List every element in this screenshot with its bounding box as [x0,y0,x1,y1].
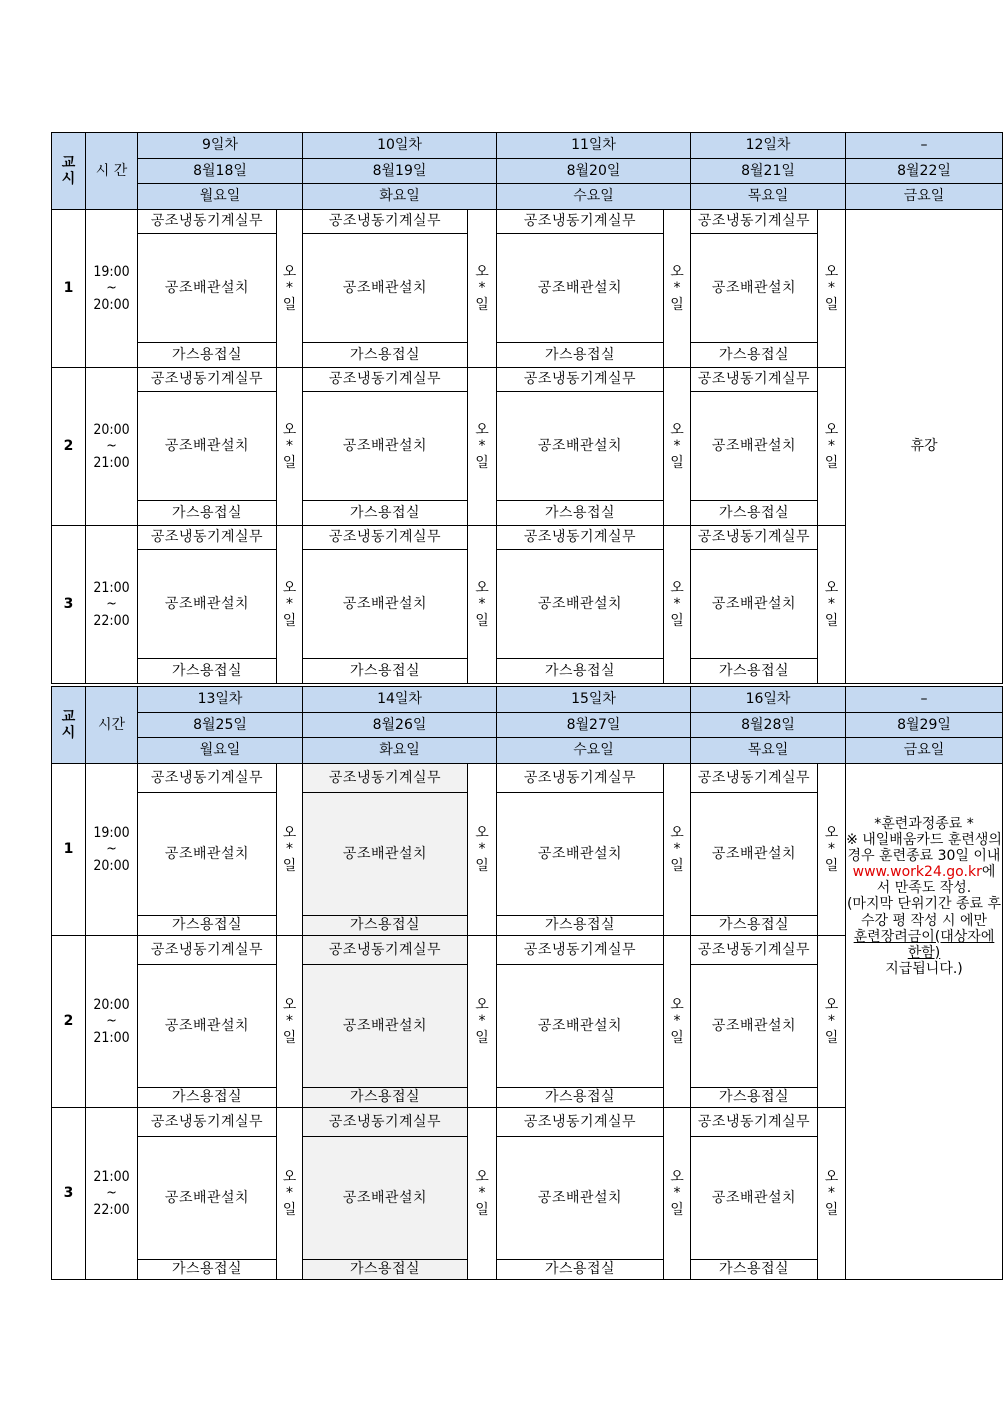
subject-main: 공조배관설치 [303,392,468,501]
survey-link[interactable]: www.work24.go.kr [852,864,982,881]
subject-main: 공조배관설치 [303,965,468,1088]
weekday-3: 수요일 [497,184,691,210]
subject-main: 공조배관설치 [303,234,468,343]
oil-marker: 오 * 일 [277,526,303,684]
date-2: 8월19일 [303,159,497,184]
training-day-4: 16일차 [691,687,846,713]
subject-main: 공조배관설치 [138,234,277,343]
subject-top: 공조냉동기계실무 [138,1108,277,1137]
subject-top: 공조냉동기계실무 [691,936,818,965]
subject-bottom: 가스용접실 [138,343,277,368]
training-day-1: 13일차 [138,687,303,713]
subject-top: 공조냉동기계실무 [303,764,468,793]
weekday-5: 금요일 [846,184,1003,210]
subject-top: 공조냉동기계실무 [303,526,468,550]
subject-bottom: 가스용접실 [138,916,277,936]
oil-marker: 오 * 일 [664,764,691,936]
oil-marker: 오 * 일 [468,1108,497,1280]
subject-bottom: 가스용접실 [691,916,818,936]
oil-marker: 오 * 일 [277,1108,303,1280]
training-day-4: 12일차 [691,133,846,159]
subject-main: 공조배관설치 [691,965,818,1088]
period-number: 1 [52,210,86,368]
subject-bottom: 가스용접실 [497,343,664,368]
subject-main: 공조배관설치 [138,550,277,659]
subject-main: 공조배관설치 [138,1137,277,1260]
subject-main: 공조배관설치 [497,793,664,916]
subject-main: 공조배관설치 [497,965,664,1088]
subject-main: 공조배관설치 [138,793,277,916]
subject-main: 공조배관설치 [303,1137,468,1260]
subject-bottom: 가스용접실 [691,659,818,684]
period-number: 3 [52,1108,86,1280]
oil-marker: 오 * 일 [277,210,303,368]
period-header: 교 시 [52,133,86,210]
subject-bottom: 가스용접실 [138,659,277,684]
subject-bottom: 가스용접실 [303,1088,468,1108]
subject-top: 공조냉동기계실무 [303,368,468,392]
training-day-2: 10일차 [303,133,497,159]
time-range: 19:00 ~ 20:00 [86,210,138,368]
subject-bottom: 가스용접실 [303,1260,468,1280]
subject-bottom: 가스용접실 [303,343,468,368]
oil-marker: 오 * 일 [468,368,497,526]
training-day-5: – [846,687,1003,713]
oil-marker: 오 * 일 [468,936,497,1108]
schedule-week-1 [51,132,1003,684]
subject-main: 공조배관설치 [691,1137,818,1260]
subject-top: 공조냉동기계실무 [691,1108,818,1137]
time-range: 19:00 ~ 20:00 [86,764,138,936]
subject-top: 공조냉동기계실무 [497,526,664,550]
subject-top: 공조냉동기계실무 [138,210,277,234]
date-3: 8월20일 [497,159,691,184]
subject-bottom: 가스용접실 [497,1088,664,1108]
oil-marker: 오 * 일 [468,764,497,936]
weekday-3: 수요일 [497,738,691,764]
subject-main: 공조배관설치 [691,392,818,501]
subject-bottom: 가스용접실 [691,1260,818,1280]
oil-marker: 오 * 일 [277,368,303,526]
weekday-5: 금요일 [846,738,1003,764]
subject-bottom: 가스용접실 [138,501,277,526]
subject-top: 공조냉동기계실무 [691,368,818,392]
time-header: 시간 [86,687,138,764]
subject-bottom: 가스용접실 [691,343,818,368]
subject-top: 공조냉동기계실무 [497,368,664,392]
weekday-4: 목요일 [691,184,846,210]
time-range: 20:00 ~ 21:00 [86,936,138,1108]
date-4: 8월28일 [691,713,846,738]
subject-main: 공조배관설치 [138,392,277,501]
oil-marker: 오 * 일 [818,1108,846,1280]
training-day-2: 14일차 [303,687,497,713]
schedule-week-2 [51,686,1003,1280]
training-day-3: 15일차 [497,687,691,713]
oil-marker: 오 * 일 [277,936,303,1108]
subject-top: 공조냉동기계실무 [497,936,664,965]
subject-top: 공조냉동기계실무 [138,368,277,392]
subject-main: 공조배관설치 [497,1137,664,1260]
subject-main: 공조배관설치 [691,234,818,343]
weekday-2: 화요일 [303,184,497,210]
subject-top: 공조냉동기계실무 [691,764,818,793]
date-3: 8월27일 [497,713,691,738]
date-5: 8월22일 [846,159,1003,184]
date-4: 8월21일 [691,159,846,184]
training-day-5: – [846,133,1003,159]
weekday-1: 월요일 [138,738,303,764]
training-day-3: 11일차 [497,133,691,159]
day-off-cell: 휴강 [846,210,1003,684]
oil-marker: 오 * 일 [664,936,691,1108]
oil-marker: 오 * 일 [818,526,846,684]
oil-marker: 오 * 일 [664,526,691,684]
subject-main: 공조배관설치 [303,550,468,659]
oil-marker: 오 * 일 [818,764,846,936]
period-header: 교 시 [52,687,86,764]
period-number: 2 [52,936,86,1108]
oil-marker: 오 * 일 [468,210,497,368]
subject-bottom: 가스용접실 [138,1260,277,1280]
subject-main: 공조배관설치 [691,550,818,659]
subject-top: 공조냉동기계실무 [691,210,818,234]
subject-main: 공조배관설치 [138,965,277,1088]
oil-marker: 오 * 일 [664,210,691,368]
subject-main: 공조배관설치 [497,392,664,501]
subject-top: 공조냉동기계실무 [303,936,468,965]
subject-top: 공조냉동기계실무 [691,526,818,550]
oil-marker: 오 * 일 [818,936,846,1108]
oil-marker: 오 * 일 [664,368,691,526]
time-header: 시 간 [86,133,138,210]
subject-bottom: 가스용접실 [138,1088,277,1108]
period-number: 2 [52,368,86,526]
oil-marker: 오 * 일 [818,210,846,368]
weekday-1: 월요일 [138,184,303,210]
time-range: 21:00 ~ 22:00 [86,526,138,684]
subject-main: 공조배관설치 [303,793,468,916]
oil-marker: 오 * 일 [468,526,497,684]
subject-bottom: 가스용접실 [497,659,664,684]
subject-bottom: 가스용접실 [303,501,468,526]
subject-main: 공조배관설치 [691,793,818,916]
oil-marker: 오 * 일 [277,764,303,936]
time-range: 20:00 ~ 21:00 [86,368,138,526]
weekday-4: 목요일 [691,738,846,764]
subject-bottom: 가스용접실 [303,916,468,936]
subject-top: 공조냉동기계실무 [138,764,277,793]
subject-bottom: 가스용접실 [691,1088,818,1108]
date-1: 8월18일 [138,159,303,184]
subject-top: 공조냉동기계실무 [138,936,277,965]
date-2: 8월26일 [303,713,497,738]
oil-marker: 오 * 일 [664,1108,691,1280]
subject-bottom: 가스용접실 [497,916,664,936]
subject-top: 공조냉동기계실무 [303,210,468,234]
time-range: 21:00 ~ 22:00 [86,1108,138,1280]
date-1: 8월25일 [138,713,303,738]
subject-top: 공조냉동기계실무 [138,526,277,550]
subject-bottom: 가스용접실 [497,501,664,526]
subject-top: 공조냉동기계실무 [303,1108,468,1137]
training-day-1: 9일차 [138,133,303,159]
subject-top: 공조냉동기계실무 [497,1108,664,1137]
subject-main: 공조배관설치 [497,550,664,659]
completion-notice: *훈련과정종료 * ※ 내일배움카드 훈련생의 경우 훈련종료 30일 이내 www.work24.go.kr에서 만족도 작성. (마지막 단위기간 종료 후 수강 평 작성 시 에만 훈련장려금이(대상자에 한함) 지급됩니다.) [846,764,1003,1280]
weekday-2: 화요일 [303,738,497,764]
subject-bottom: 가스용접실 [303,659,468,684]
subject-top: 공조냉동기계실무 [497,764,664,793]
subject-top: 공조냉동기계실무 [497,210,664,234]
date-5: 8월29일 [846,713,1003,738]
subject-bottom: 가스용접실 [691,501,818,526]
period-number: 1 [52,764,86,936]
period-number: 3 [52,526,86,684]
oil-marker: 오 * 일 [818,368,846,526]
subject-bottom: 가스용접실 [497,1260,664,1280]
subject-main: 공조배관설치 [497,234,664,343]
